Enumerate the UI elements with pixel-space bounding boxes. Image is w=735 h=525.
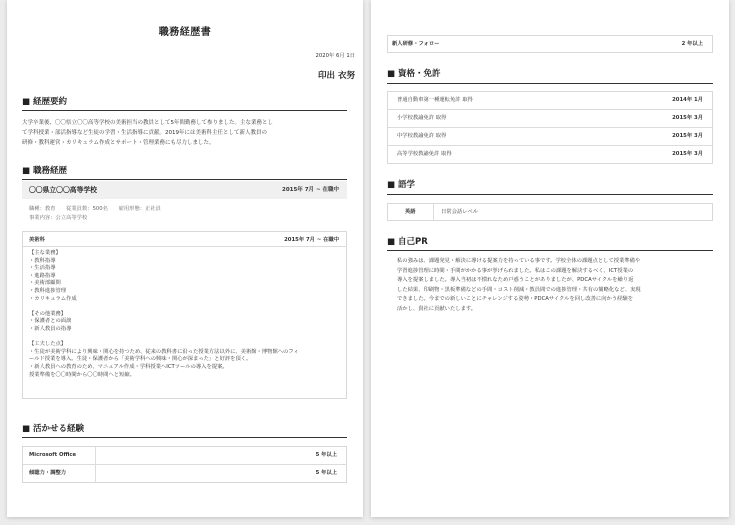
license-date-0: 2014年 1月 <box>672 97 703 103</box>
document-title: 職務経歴書 <box>158 27 212 38</box>
license-date-2: 2015年 3月 <box>672 133 703 139</box>
summary-text: 大学卒業後、〇〇県立〇〇高等学校の美術担当の教員として5年間勤務して参りました。主な業務とし て学科授業・部活指導など生徒の学習・生活指導に貢献。2019年には美術科主任として新人教員の 研修・教科運営・カリキュラム作成とサポート・管理業務にも尽力しました。 <box>22 120 274 146</box>
pr-rule <box>387 250 713 251</box>
license-name-1: 小学校教諭免許 取得 <box>397 115 447 121</box>
license-name-0: 普通自動車第一種運転免許 取得 <box>397 97 473 103</box>
career-heading: ■ 職務経歴 <box>22 166 67 176</box>
dept-period: 2015年 7月 ~ 在職中 <box>284 237 339 243</box>
dept-name: 美術科 <box>29 237 45 243</box>
language-level: 日常会話レベル <box>441 209 479 215</box>
experience-rule <box>22 437 347 438</box>
applicant-name: 印出 衣努 <box>318 71 355 81</box>
document-date: 2020年 6月 1日 <box>315 53 355 59</box>
resume-page-1 <box>7 0 363 517</box>
experience-value-2: 2 年以上 <box>681 41 703 47</box>
experience-value-1: 5 年以上 <box>315 470 337 476</box>
experience-label-1: 傾聴力・調整力 <box>29 470 67 476</box>
language-label: 英語 <box>405 209 416 215</box>
company-name: 〇〇県立〇〇高等学校 <box>29 186 97 194</box>
language-heading: ■ 語学 <box>387 180 415 190</box>
language-table <box>387 203 713 221</box>
language-rule <box>387 194 713 195</box>
company-meta-2: 事業内容：公立高等学校 <box>29 215 88 221</box>
experience-label-2: 新人研修・フォロー <box>392 41 440 47</box>
company-meta-1: 職種：教育 従業員数：500名 雇用形態：正社員 <box>29 206 161 212</box>
licenses-rule <box>387 83 713 84</box>
dept-divider <box>23 246 346 247</box>
licenses-heading: ■ 資格・免許 <box>387 69 441 79</box>
pr-text: 私の強みは、課題発見・解決に導ける提案力を持っている事です。学校全体の課題点として授業準備や 学習進捗管理に時間・手間がかかる事が挙げられました。私はこの課題を解決するべく、ICT授業の 導入を提案しました。導入当初は不慣れなため戸惑うことがありましたが、PDCAサイクルを繰り返 した結果、印刷物・黒板準備などの手間・コスト削減・教員間での進捗管理・共有の簡略化など、実現 できました。今までの新しいことにチャレンジする姿勢・PDCAサイクルを回し改善に向かう経験を 活かし、貴社に貢献いたします。 <box>397 258 641 312</box>
resume-page-2 <box>371 0 729 517</box>
company-period: 2015年 7月 ~ 在職中 <box>282 187 339 193</box>
license-date-3: 2015年 3月 <box>672 151 703 157</box>
license-name-3: 高等学校教諭免許 取得 <box>397 151 452 157</box>
experience-label-0: Microsoft Office <box>29 452 77 458</box>
pr-heading: ■ 自己PR <box>387 237 428 247</box>
summary-heading: ■ 経歴要約 <box>22 97 67 107</box>
dept-details: 【主な業務】 ・教科指導 ・生活指導 ・進路指導 ・美術部顧問 ・教科進捗管理 ・カリキュラム作成 【その他業務】 ・保護者との面談 ・新人教員の指導 【工夫した点】 ・生徒が美術学科により興味・関心を持つため、従来の教科書に沿った授業方法以外に、美術館・博物館へのフィ ールド授業を導入。生徒・保護者から「美術学科への興味・関心が深まった」と好評を頂く。 ・新人教員への教育のため、マニュアル作成・学科授業へICTツールの導入を提案。 授業準備を〇〇時間から〇〇時間へと短縮。 <box>29 250 299 378</box>
license-name-2: 中学校教諭免許 取得 <box>397 133 447 139</box>
experience-value-0: 5 年以上 <box>315 452 337 458</box>
career-rule <box>22 179 347 180</box>
summary-rule <box>22 110 347 111</box>
license-date-1: 2015年 3月 <box>672 115 703 121</box>
experience-heading: ■ 活かせる経験 <box>22 424 84 434</box>
